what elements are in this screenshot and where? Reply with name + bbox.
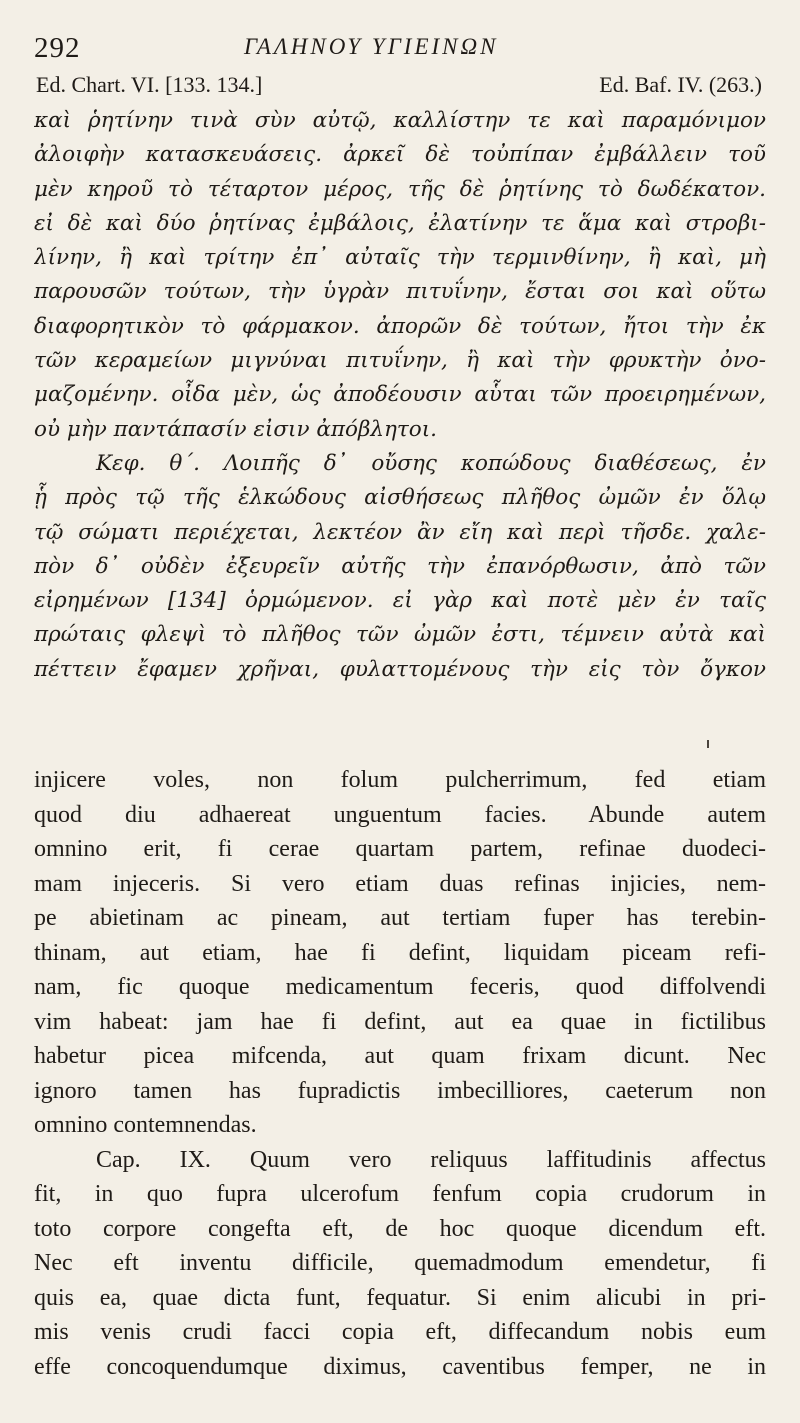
latin-line: mis venis crudi facci copia eft, diffecandum nobis eum [34,1319,766,1345]
greek-line: οὐ μὴν παντάπασίν εἰσιν ἀπόβλητοι. [34,416,438,442]
greek-line: εἰ δὲ καὶ δύο ῥητίνας ἐμβάλοις, ἐλατίνην τε ἅμα καὶ στροβι- [34,210,766,236]
latin-line: ignoro tamen has fupradictis imbecilliores, caeterum non [34,1077,766,1104]
greek-line: ἀλοιφὴν κατασκευάσεις. ἀρκεῖ δὲ τοὐπίπαν ἐμβάλλειν τοῦ [34,142,766,168]
latin-line: effe concoquendumque diximus, caventibus femper, ne in [34,1353,766,1380]
greek-line: ᾗ πρὸς τῷ τῆς ἑλκώδους αἰσθήσεως πλῆθος ὠμῶν ἐν ὅλῳ [34,485,766,511]
greek-line: πὸν δ᾽ οὐδὲν ἐξευρεῖν αὐτῆς τὴν ἐπανόρθωσιν, ἀπὸ τῶν [34,553,766,579]
greek-line: καὶ ῥητίνην τινὰ σὺν αὐτῷ, καλλίστην τε καὶ παραμόνιμον [34,108,766,133]
latin-line: omnino erit, fi cerae quartam partem, refinae duodeci- [34,836,766,862]
latin-line: pe abietinam ac pineam, aut tertiam fuper has terebin- [34,905,766,931]
edition-reference-row [36,72,762,104]
greek-line: λίνην, ἢ καὶ τρίτην ἐπ᾽ αὐταῖς τὴν τερμινθίνην, ἢ καὶ, μὴ [34,245,766,271]
greek-line: μὲν κηροῦ τὸ τέταρτον μέρος, τῆς δὲ ῥητίνης τὸ δωδέκατον. [34,176,766,202]
page-header [34,28,760,68]
greek-chapter-heading-line: Κεφ. θ΄. Λοιπῆς δ᾽ οὔσης κοπώδους διαθέσεως, ἐν [96,450,766,476]
greek-text-block [34,104,766,687]
greek-line: τῷ σώματι περιέχεται, λεκτέον ἂν εἴη καὶ περὶ τῆσδε. χαλε- [34,519,766,545]
edition-chartier-reference: Ed. Chart. VI. [133. 134.] [36,72,263,97]
latin-chapter-heading-line: Cap. IX. Quum vero reliquus laffitudinis affectus [96,1146,766,1173]
greek-line: πρώταις φλεψὶ τὸ πλῆθος τῶν ὠμῶν ἐστι, τέμνειν αὐτὰ καὶ [34,622,766,648]
latin-line: quod diu adhaereat unguentum facies. Abunde autem [34,801,766,828]
latin-line: quis ea, quae dicta funt, fequatur. Si enim alicubi in pri- [34,1284,766,1311]
latin-line: injicere voles, non folum pulcherrimum, fed etiam [34,767,766,793]
latin-line: habetur picea mifcenda, aut quam frixam dicunt. Nec [34,1043,766,1069]
latin-text-block [34,763,766,1384]
greek-line: παρουσῶν τούτων, τὴν ὑγρὰν πιτυΐνην, ἔσται σοι καὶ οὕτω [34,279,766,305]
latin-line: omnino contemnendas. [34,1112,257,1138]
latin-line: toto corpore congefta eft, de hoc quoque dicendum eft. [34,1215,766,1242]
greek-line: εἰρημένων [134] ὁρμώμενον. εἰ γὰρ καὶ ποτὲ μὲν ἐν ταῖς [34,588,766,614]
edition-basel-reference: Ed. Baf. IV. (263.) [599,72,762,97]
running-title: ΓΑΛΗΝΟΥ ΥΓΙΕΙΝΩΝ [244,34,499,59]
greek-line: τῶν κεραμείων μιγνύναι πιτυΐνην, ἢ καὶ τὴν φρυκτὴν ὀνο- [34,348,766,374]
latin-line: nam, fic quoque medicamentum feceris, quod diffolvendi [34,974,766,1000]
latin-line: fit, in quo fupra ulcerofum fenfum copia crudorum in [34,1181,766,1207]
greek-line: διαφορητικὸν τὸ φάρμακον. ἀπορῶν δὲ τούτων, ἤτοι τὴν ἐκ [34,313,766,339]
latin-line: thinam, aut etiam, hae fi defint, liquidam piceam refi- [34,939,766,966]
column-divider-mark [707,740,709,748]
page-number: 292 [34,32,81,64]
latin-line: Nec eft inventu difficile, quemadmodum emendetur, fi [34,1250,766,1276]
greek-line: πέττειν ἔφαμεν χρῆναι, φυλαττομένους τὴν εἰς τὸν ὄγκον [34,656,766,682]
latin-line: vim habeat: jam hae fi defint, aut ea quae in fictilibus [34,1008,766,1035]
greek-line: μαζομένην. οἶδα μὲν, ὡς ἀποδέουσιν αὗται τῶν προειρημένων, [34,382,766,408]
latin-line: mam injeceris. Si vero etiam duas refinas injicies, nem- [34,870,766,897]
